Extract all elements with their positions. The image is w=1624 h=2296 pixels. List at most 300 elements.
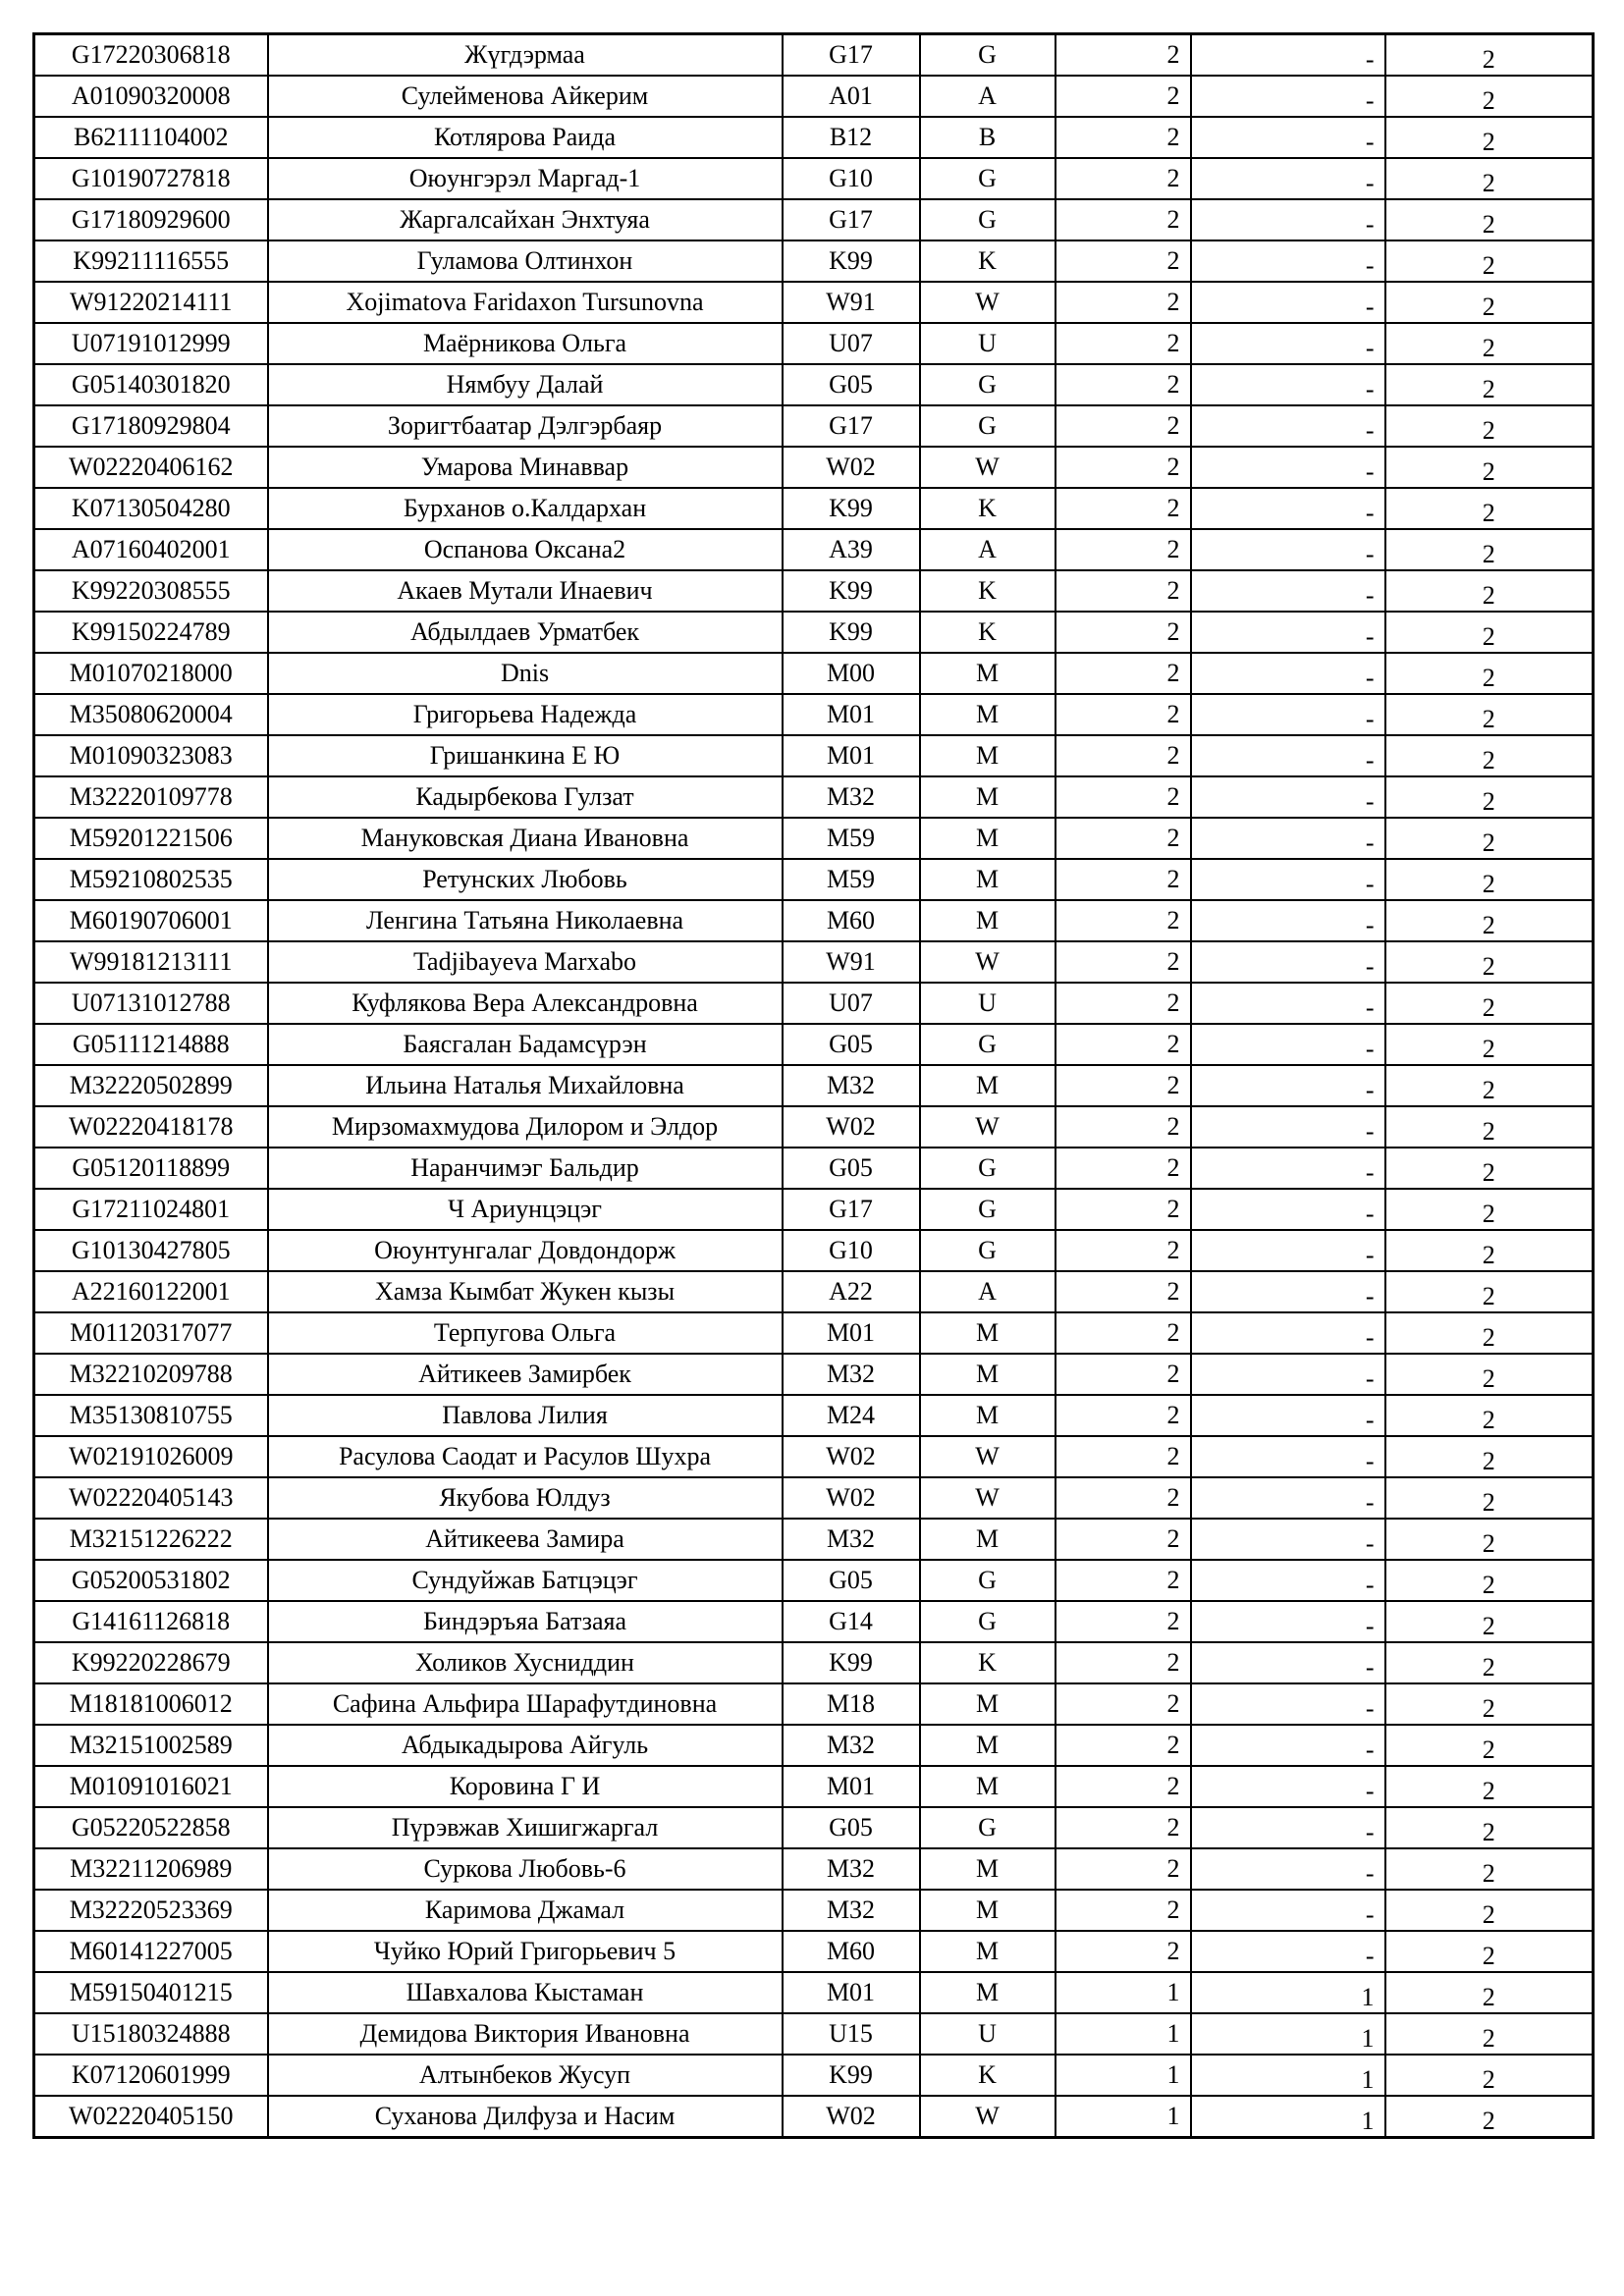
count-cell: 2 <box>1056 529 1191 570</box>
category-cell: G17 <box>783 1189 920 1230</box>
name-cell: Котлярова Раида <box>268 117 783 158</box>
total-cell-text: 2 <box>1482 1942 1495 1970</box>
id-code-cell: W02220405143 <box>34 1477 268 1519</box>
extra-cell-text: - <box>1365 1076 1375 1104</box>
name-cell: Нямбуу Далай <box>268 364 783 405</box>
total-cell <box>1385 323 1594 364</box>
total-cell <box>1385 529 1594 570</box>
name-cell: Сулейменова Айкерим <box>268 76 783 117</box>
extra-cell-text: - <box>1365 1942 1375 1970</box>
id-code-cell: K99150224789 <box>34 612 268 653</box>
total-cell-text: 2 <box>1482 293 1495 321</box>
letter-cell: K <box>920 612 1056 653</box>
letter-cell: W <box>920 447 1056 488</box>
count-cell: 2 <box>1056 776 1191 818</box>
letter-cell: A <box>920 1271 1056 1312</box>
count-cell: 2 <box>1056 1024 1191 1065</box>
name-cell: Ильина Наталья Михайловна <box>268 1065 783 1106</box>
count-cell: 2 <box>1056 282 1191 323</box>
table-row <box>34 1436 1594 1477</box>
extra-cell <box>1191 1601 1385 1642</box>
table-row <box>34 735 1594 776</box>
letter-cell: K <box>920 488 1056 529</box>
total-cell <box>1385 240 1594 282</box>
extra-cell-text: - <box>1365 1117 1375 1146</box>
letter-cell: M <box>920 1931 1056 1972</box>
total-cell <box>1385 405 1594 447</box>
letter-cell: M <box>920 1395 1056 1436</box>
total-cell <box>1385 1766 1594 1807</box>
count-cell: 2 <box>1056 1848 1191 1890</box>
total-cell <box>1385 1890 1594 1931</box>
total-cell <box>1385 117 1594 158</box>
count-cell: 1 <box>1056 2055 1191 2096</box>
table-row <box>34 1890 1594 1931</box>
extra-cell <box>1191 570 1385 612</box>
total-cell-text: 2 <box>1482 1612 1495 1640</box>
total-cell <box>1385 1725 1594 1766</box>
letter-cell: W <box>920 282 1056 323</box>
table-row <box>34 1848 1594 1890</box>
total-cell-text: 2 <box>1482 664 1495 692</box>
total-cell <box>1385 1354 1594 1395</box>
name-cell: Чуйко Юрий Григорьевич 5 <box>268 1931 783 1972</box>
extra-cell-text: - <box>1365 457 1375 486</box>
extra-cell <box>1191 1312 1385 1354</box>
category-cell: W02 <box>783 447 920 488</box>
total-cell-text: 2 <box>1482 1447 1495 1475</box>
letter-cell: K <box>920 2055 1056 2096</box>
category-cell: M18 <box>783 1683 920 1725</box>
extra-cell-text: - <box>1365 1777 1375 1805</box>
total-cell-text: 2 <box>1482 2024 1495 2053</box>
name-cell: Мануковская Диана Ивановна <box>268 818 783 859</box>
extra-cell <box>1191 735 1385 776</box>
total-cell-text: 2 <box>1482 128 1495 156</box>
name-cell: Абдылдаев Урматбек <box>268 612 783 653</box>
total-cell <box>1385 199 1594 240</box>
extra-cell <box>1191 612 1385 653</box>
category-cell: G10 <box>783 1230 920 1271</box>
total-cell <box>1385 1395 1594 1436</box>
count-cell: 2 <box>1056 405 1191 447</box>
letter-cell: G <box>920 1807 1056 1848</box>
total-cell-text: 2 <box>1482 1488 1495 1517</box>
count-cell: 2 <box>1056 1354 1191 1395</box>
category-cell: G14 <box>783 1601 920 1642</box>
extra-cell <box>1191 282 1385 323</box>
total-cell <box>1385 776 1594 818</box>
total-cell <box>1385 1931 1594 1972</box>
extra-cell-text: - <box>1365 1488 1375 1517</box>
id-code-cell: M59201221506 <box>34 818 268 859</box>
name-cell: Каримова Джамал <box>268 1890 783 1931</box>
table-row <box>34 1395 1594 1436</box>
name-cell: Гуламова Олтинхон <box>268 240 783 282</box>
extra-cell <box>1191 859 1385 900</box>
category-cell: M01 <box>783 1312 920 1354</box>
category-cell: G17 <box>783 199 920 240</box>
total-cell-text: 2 <box>1482 870 1495 898</box>
extra-cell <box>1191 34 1385 77</box>
id-code-cell: K07130504280 <box>34 488 268 529</box>
count-cell: 2 <box>1056 1560 1191 1601</box>
letter-cell: M <box>920 1312 1056 1354</box>
table-row <box>34 1065 1594 1106</box>
extra-cell-text: - <box>1365 1282 1375 1310</box>
total-cell-text: 2 <box>1482 169 1495 197</box>
letter-cell: M <box>920 735 1056 776</box>
count-cell: 2 <box>1056 117 1191 158</box>
category-cell: M32 <box>783 1065 920 1106</box>
total-cell <box>1385 158 1594 199</box>
count-cell: 2 <box>1056 1519 1191 1560</box>
id-code-cell: M32151002589 <box>34 1725 268 1766</box>
total-cell <box>1385 1024 1594 1065</box>
table-row <box>34 1271 1594 1312</box>
category-cell: B12 <box>783 117 920 158</box>
count-cell: 2 <box>1056 1271 1191 1312</box>
extra-cell <box>1191 199 1385 240</box>
table-row <box>34 1230 1594 1271</box>
id-code-cell: W02191026009 <box>34 1436 268 1477</box>
extra-cell-text: - <box>1365 334 1375 362</box>
table-row <box>34 1601 1594 1642</box>
extra-cell-text: - <box>1365 1694 1375 1723</box>
letter-cell: M <box>920 653 1056 694</box>
letter-cell: G <box>920 364 1056 405</box>
table-row <box>34 1683 1594 1725</box>
total-cell-text: 2 <box>1482 1529 1495 1558</box>
name-cell: Айтикеев Замирбек <box>268 1354 783 1395</box>
table-row <box>34 2096 1594 2138</box>
table-row <box>34 488 1594 529</box>
category-cell: M01 <box>783 1972 920 2013</box>
total-cell <box>1385 694 1594 735</box>
letter-cell: M <box>920 1848 1056 1890</box>
extra-cell <box>1191 983 1385 1024</box>
letter-cell: U <box>920 983 1056 1024</box>
category-cell: A22 <box>783 1271 920 1312</box>
category-cell: W02 <box>783 1477 920 1519</box>
table-row <box>34 570 1594 612</box>
name-cell: Ленгина Татьяна Николаевна <box>268 900 783 941</box>
count-cell: 2 <box>1056 735 1191 776</box>
total-cell <box>1385 983 1594 1024</box>
name-cell: Куфлякова Вера Александровна <box>268 983 783 1024</box>
total-cell-text: 2 <box>1482 1158 1495 1187</box>
id-code-cell: M32220502899 <box>34 1065 268 1106</box>
count-cell: 2 <box>1056 1601 1191 1642</box>
category-cell: W02 <box>783 1436 920 1477</box>
name-cell: Tadjibayeva Marxabo <box>268 941 783 983</box>
letter-cell: M <box>920 1725 1056 1766</box>
category-cell: M01 <box>783 1766 920 1807</box>
extra-cell-text: - <box>1365 1612 1375 1640</box>
table-row <box>34 282 1594 323</box>
letter-cell: W <box>920 941 1056 983</box>
name-cell: Коровина Г И <box>268 1766 783 1807</box>
extra-cell-text: 1 <box>1361 1983 1375 2011</box>
letter-cell: K <box>920 240 1056 282</box>
total-cell <box>1385 1477 1594 1519</box>
id-code-cell: G05120118899 <box>34 1148 268 1189</box>
total-cell-text: 2 <box>1482 622 1495 651</box>
count-cell: 2 <box>1056 1477 1191 1519</box>
table-row <box>34 1148 1594 1189</box>
category-cell: M60 <box>783 1931 920 1972</box>
id-code-cell: G17180929804 <box>34 405 268 447</box>
extra-cell-text: - <box>1365 86 1375 115</box>
count-cell: 1 <box>1056 1972 1191 2013</box>
table-row <box>34 76 1594 117</box>
name-cell: Холиков Хусниддин <box>268 1642 783 1683</box>
table-row <box>34 694 1594 735</box>
table-row <box>34 1106 1594 1148</box>
total-cell-text: 2 <box>1482 1364 1495 1393</box>
total-cell-text: 2 <box>1482 86 1495 115</box>
table-row <box>34 1972 1594 2013</box>
id-code-cell: A22160122001 <box>34 1271 268 1312</box>
total-cell-text: 2 <box>1482 952 1495 981</box>
count-cell: 2 <box>1056 1312 1191 1354</box>
count-cell: 2 <box>1056 199 1191 240</box>
total-cell <box>1385 653 1594 694</box>
id-code-cell: M18181006012 <box>34 1683 268 1725</box>
name-cell: Xojimatova Faridaxon Tursunovna <box>268 282 783 323</box>
table-row <box>34 859 1594 900</box>
id-code-cell: W91220214111 <box>34 282 268 323</box>
total-cell-text: 2 <box>1482 1694 1495 1723</box>
letter-cell: M <box>920 1766 1056 1807</box>
extra-cell <box>1191 323 1385 364</box>
count-cell: 2 <box>1056 1189 1191 1230</box>
id-code-cell: W02220418178 <box>34 1106 268 1148</box>
table-row <box>34 1931 1594 1972</box>
table-row <box>34 612 1594 653</box>
id-code-cell: M01091016021 <box>34 1766 268 1807</box>
letter-cell: U <box>920 2013 1056 2055</box>
category-cell: U15 <box>783 2013 920 2055</box>
name-cell: Жүгдэрмаа <box>268 34 783 77</box>
extra-cell-text: - <box>1365 499 1375 527</box>
total-cell <box>1385 859 1594 900</box>
table-row <box>34 158 1594 199</box>
total-cell-text: 2 <box>1482 1900 1495 1929</box>
count-cell: 1 <box>1056 2013 1191 2055</box>
total-cell <box>1385 941 1594 983</box>
category-cell: W91 <box>783 941 920 983</box>
id-code-cell: K99220308555 <box>34 570 268 612</box>
id-code-cell: M32220109778 <box>34 776 268 818</box>
total-cell-text: 2 <box>1482 1983 1495 2011</box>
table-row <box>34 1477 1594 1519</box>
category-cell: M59 <box>783 859 920 900</box>
total-cell <box>1385 1972 1594 2013</box>
table-row <box>34 1024 1594 1065</box>
table-row <box>34 1354 1594 1395</box>
name-cell: Оюунтунгалаг Довдондорж <box>268 1230 783 1271</box>
id-code-cell: K99211116555 <box>34 240 268 282</box>
extra-cell <box>1191 488 1385 529</box>
extra-cell-text: - <box>1365 416 1375 445</box>
name-cell: Ретунских Любовь <box>268 859 783 900</box>
extra-cell <box>1191 2096 1385 2138</box>
extra-cell <box>1191 900 1385 941</box>
letter-cell: B <box>920 117 1056 158</box>
name-cell: Акаев Мутали Инаевич <box>268 570 783 612</box>
total-cell-text: 2 <box>1482 1035 1495 1063</box>
id-code-cell: G05140301820 <box>34 364 268 405</box>
name-cell: Айтикеева Замира <box>268 1519 783 1560</box>
id-code-cell: M32211206989 <box>34 1848 268 1890</box>
name-cell: Dnis <box>268 653 783 694</box>
name-cell: Суркова Любовь-6 <box>268 1848 783 1890</box>
count-cell: 2 <box>1056 1065 1191 1106</box>
extra-cell <box>1191 1807 1385 1848</box>
extra-cell-text: - <box>1365 870 1375 898</box>
name-cell: Павлова Лилия <box>268 1395 783 1436</box>
extra-cell-text: - <box>1365 705 1375 733</box>
category-cell: M32 <box>783 1354 920 1395</box>
table-row <box>34 405 1594 447</box>
results-table <box>32 32 1595 2139</box>
count-cell: 2 <box>1056 1106 1191 1148</box>
total-cell <box>1385 1601 1594 1642</box>
id-code-cell: G05220522858 <box>34 1807 268 1848</box>
table-row <box>34 323 1594 364</box>
category-cell: U07 <box>783 323 920 364</box>
extra-cell <box>1191 529 1385 570</box>
id-code-cell: G17211024801 <box>34 1189 268 1230</box>
extra-cell-text: - <box>1365 128 1375 156</box>
table-row <box>34 1560 1594 1601</box>
category-cell: M32 <box>783 776 920 818</box>
extra-cell <box>1191 1065 1385 1106</box>
category-cell: G05 <box>783 364 920 405</box>
id-code-cell: M59150401215 <box>34 1972 268 2013</box>
extra-cell-text: - <box>1365 1571 1375 1599</box>
extra-cell-text: - <box>1365 622 1375 651</box>
category-cell: G05 <box>783 1148 920 1189</box>
category-cell: G10 <box>783 158 920 199</box>
total-cell <box>1385 1271 1594 1312</box>
total-cell <box>1385 364 1594 405</box>
id-code-cell: M01120317077 <box>34 1312 268 1354</box>
total-cell <box>1385 1312 1594 1354</box>
extra-cell-text: - <box>1365 1447 1375 1475</box>
name-cell: Биндэръяа Батзаяа <box>268 1601 783 1642</box>
name-cell: Хамза Кымбат Жукен кызы <box>268 1271 783 1312</box>
extra-cell <box>1191 76 1385 117</box>
count-cell: 2 <box>1056 1683 1191 1725</box>
extra-cell <box>1191 1395 1385 1436</box>
total-cell <box>1385 2096 1594 2138</box>
category-cell: M32 <box>783 1848 920 1890</box>
name-cell: Бурханов о.Калдархан <box>268 488 783 529</box>
extra-cell-text: - <box>1365 1406 1375 1434</box>
id-code-cell: A01090320008 <box>34 76 268 117</box>
count-cell: 2 <box>1056 323 1191 364</box>
table-row <box>34 1807 1594 1848</box>
name-cell: Зоригтбаатар Дэлгэрбаяр <box>268 405 783 447</box>
extra-cell <box>1191 776 1385 818</box>
id-code-cell: M60141227005 <box>34 1931 268 1972</box>
extra-cell <box>1191 941 1385 983</box>
extra-cell <box>1191 653 1385 694</box>
id-code-cell: M35080620004 <box>34 694 268 735</box>
id-code-cell: W02220406162 <box>34 447 268 488</box>
id-code-cell: K07120601999 <box>34 2055 268 2096</box>
category-cell: G05 <box>783 1560 920 1601</box>
table-row <box>34 1766 1594 1807</box>
category-cell: M59 <box>783 818 920 859</box>
id-code-cell: U07131012788 <box>34 983 268 1024</box>
letter-cell: G <box>920 158 1056 199</box>
total-cell <box>1385 282 1594 323</box>
table-row <box>34 199 1594 240</box>
extra-cell-text: - <box>1365 45 1375 74</box>
id-code-cell: M32151226222 <box>34 1519 268 1560</box>
extra-cell-text: - <box>1365 1364 1375 1393</box>
total-cell <box>1385 1683 1594 1725</box>
total-cell-text: 2 <box>1482 1282 1495 1310</box>
total-cell-text: 2 <box>1482 1859 1495 1888</box>
count-cell: 2 <box>1056 900 1191 941</box>
total-cell-text: 2 <box>1482 911 1495 939</box>
count-cell: 2 <box>1056 1725 1191 1766</box>
total-cell-text: 2 <box>1482 251 1495 280</box>
extra-cell-text: - <box>1365 210 1375 239</box>
total-cell-text: 2 <box>1482 45 1495 74</box>
extra-cell <box>1191 1725 1385 1766</box>
extra-cell-text: - <box>1365 581 1375 610</box>
total-cell-text: 2 <box>1482 375 1495 403</box>
extra-cell <box>1191 447 1385 488</box>
letter-cell: U <box>920 323 1056 364</box>
letter-cell: A <box>920 76 1056 117</box>
table-row <box>34 529 1594 570</box>
total-cell <box>1385 735 1594 776</box>
total-cell <box>1385 2055 1594 2096</box>
category-cell: K99 <box>783 1642 920 1683</box>
name-cell: Якубова Юлдуз <box>268 1477 783 1519</box>
extra-cell <box>1191 158 1385 199</box>
category-cell: A01 <box>783 76 920 117</box>
id-code-cell: G14161126818 <box>34 1601 268 1642</box>
count-cell: 2 <box>1056 1807 1191 1848</box>
category-cell: G17 <box>783 34 920 77</box>
name-cell: Шавхалова Кыстаман <box>268 1972 783 2013</box>
total-cell-text: 2 <box>1482 1818 1495 1846</box>
extra-cell-text: - <box>1365 1859 1375 1888</box>
category-cell: M01 <box>783 735 920 776</box>
table-row <box>34 1519 1594 1560</box>
count-cell: 2 <box>1056 653 1191 694</box>
id-code-cell: M59210802535 <box>34 859 268 900</box>
table-row <box>34 818 1594 859</box>
extra-cell <box>1191 1848 1385 1890</box>
letter-cell: G <box>920 1189 1056 1230</box>
letter-cell: G <box>920 199 1056 240</box>
extra-cell <box>1191 117 1385 158</box>
extra-cell-text: - <box>1365 1818 1375 1846</box>
id-code-cell: G05200531802 <box>34 1560 268 1601</box>
extra-cell-text: - <box>1365 1323 1375 1352</box>
extra-cell-text: - <box>1365 952 1375 981</box>
name-cell: Оюунгэрэл Маргад-1 <box>268 158 783 199</box>
name-cell: Расулова Саодат и Расулов Шухра <box>268 1436 783 1477</box>
